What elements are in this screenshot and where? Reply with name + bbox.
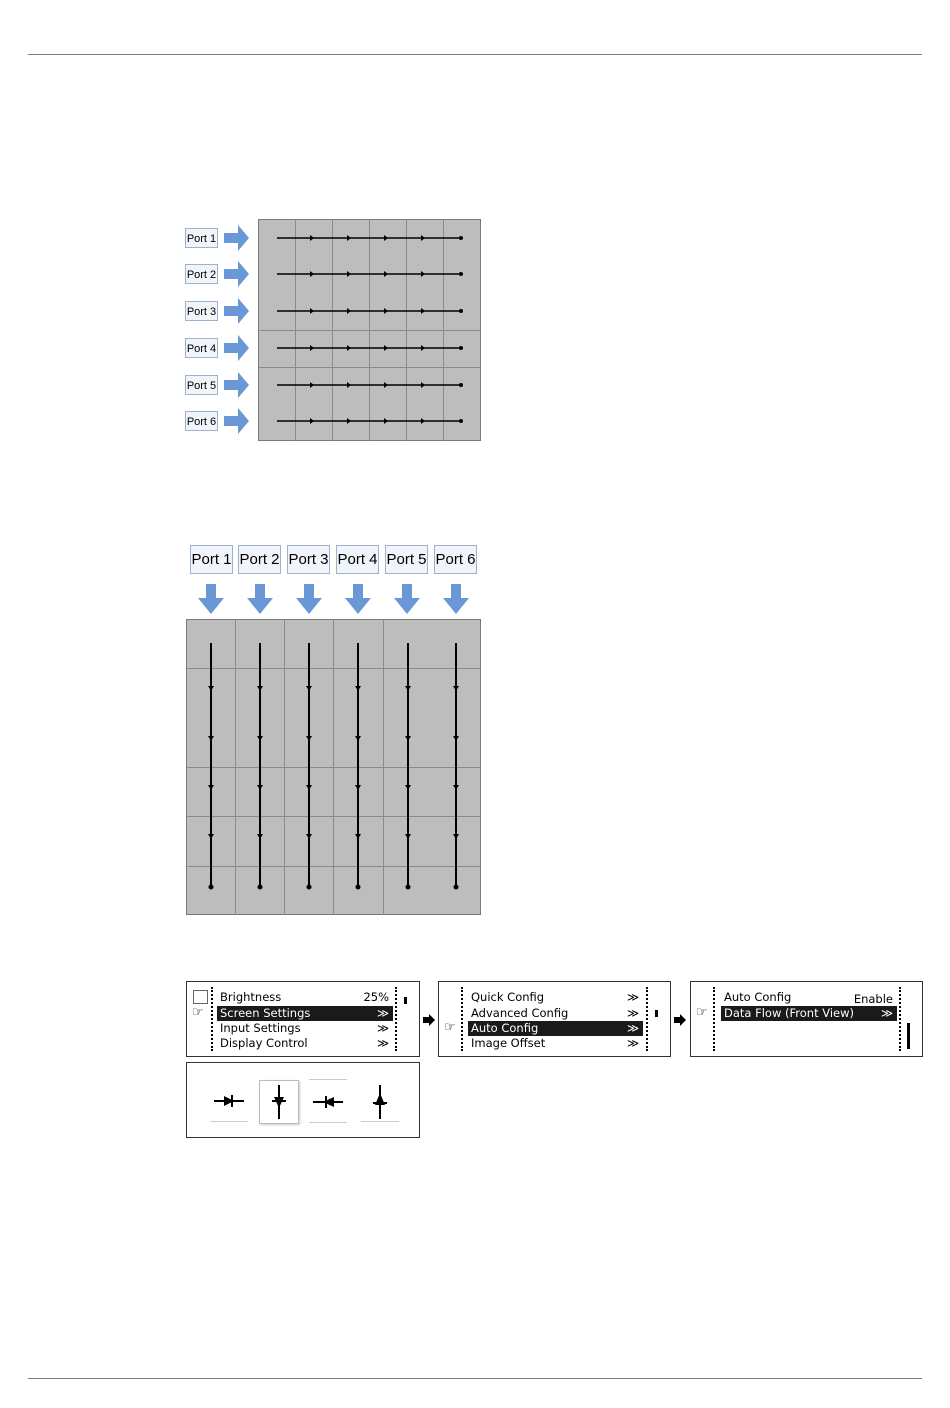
- h-port-label-4: Port 4: [185, 338, 218, 358]
- data-flow-option-up[interactable]: [361, 1079, 399, 1122]
- scrollbar-thumb[interactable]: [907, 1023, 910, 1049]
- footer-rule: [28, 1378, 922, 1379]
- menu-item-label: Data Flow (Front View): [724, 1006, 855, 1020]
- right-arrow-icon: [224, 408, 249, 434]
- pointing-hand-icon: ☞: [444, 1020, 456, 1035]
- v-port-label-5: Port 5: [385, 545, 428, 574]
- menu-item-label: Display Control: [220, 1036, 308, 1050]
- pointing-hand-icon: ☞: [192, 1005, 204, 1020]
- v-port-label-2: Port 2: [238, 545, 281, 574]
- lcd-main-menu: [186, 981, 420, 1057]
- menu-item-quick-config[interactable]: [468, 990, 643, 1005]
- submenu-chevron-icon: ≫: [376, 1036, 389, 1050]
- checkbox-icon: [193, 990, 208, 1004]
- menu-item-auto-config[interactable]: [468, 1021, 643, 1036]
- right-arrow-icon: [224, 298, 249, 324]
- scrollbar-thumb[interactable]: [655, 1010, 658, 1017]
- step-arrow-icon: [422, 1014, 436, 1026]
- data-flow-option-down[interactable]: [259, 1080, 299, 1124]
- menu-item-input-settings[interactable]: [217, 1021, 393, 1036]
- v-cabinet-grid: [186, 619, 482, 916]
- lcd-dotted-border: [713, 987, 715, 1051]
- right-arrow-icon: [210, 1079, 248, 1121]
- h-port-label-3: Port 3: [185, 301, 218, 321]
- menu-item-label: Brightness: [220, 990, 282, 1004]
- submenu-chevron-icon: ≫: [626, 1006, 639, 1020]
- up-arrow-icon: [361, 1079, 399, 1121]
- v-port-label-3: Port 3: [287, 545, 330, 574]
- submenu-chevron-icon: ≫: [626, 990, 639, 1004]
- menu-item-label: Quick Config: [471, 990, 545, 1004]
- data-flow-options-panel: [186, 1062, 420, 1138]
- header-rule: [28, 54, 922, 55]
- v-port-label-4: Port 4: [336, 545, 379, 574]
- v-port-label-1: Port 1: [190, 545, 233, 574]
- down-arrow-icon: [296, 584, 322, 614]
- submenu-chevron-icon: ≫: [880, 1006, 893, 1020]
- submenu-chevron-icon: ≫: [626, 1021, 639, 1035]
- menu-item-label: Auto Config: [724, 990, 792, 1004]
- submenu-chevron-icon: ≫: [376, 1021, 389, 1035]
- data-flow-option-right[interactable]: [210, 1079, 248, 1122]
- menu-item-advanced-config[interactable]: [468, 1006, 643, 1021]
- menu-item-display-control[interactable]: [217, 1036, 393, 1051]
- step-arrow-icon: [673, 1014, 687, 1026]
- left-arrow-icon: [309, 1080, 347, 1122]
- down-arrow-icon: [260, 1081, 298, 1123]
- pointing-hand-icon: ☞: [696, 1005, 708, 1020]
- h-port-label-6: Port 6: [185, 411, 218, 431]
- lcd-dotted-border: [646, 987, 648, 1051]
- down-arrow-icon: [198, 584, 224, 614]
- v-port-label-6: Port 6: [434, 545, 477, 574]
- h-port-label-1: Port 1: [185, 228, 218, 248]
- right-arrow-icon: [224, 261, 249, 287]
- menu-item-label: Auto Config: [471, 1021, 539, 1035]
- menu-item-screen-settings[interactable]: [217, 1006, 393, 1021]
- menu-item-label: Advanced Config: [471, 1006, 569, 1020]
- right-arrow-icon: [224, 335, 249, 361]
- h-port-label-5: Port 5: [185, 375, 218, 395]
- submenu-chevron-icon: ≫: [626, 1036, 639, 1050]
- submenu-chevron-icon: ≫: [376, 1006, 389, 1020]
- h-port-label-2: Port 2: [185, 264, 218, 284]
- menu-item-auto-config-enable[interactable]: [721, 990, 897, 1005]
- h-port-arrows: [222, 220, 252, 440]
- lcd-screen-settings-menu: [438, 981, 671, 1057]
- menu-item-label: Image Offset: [471, 1036, 546, 1050]
- down-arrow-icon: [394, 584, 420, 614]
- lcd-dotted-border: [899, 987, 901, 1051]
- menu-item-label: Screen Settings: [220, 1006, 311, 1020]
- down-arrow-icon: [345, 584, 371, 614]
- lcd-dotted-border: [461, 987, 463, 1051]
- right-arrow-icon: [224, 372, 249, 398]
- menu-item-data-flow-front-view[interactable]: [721, 1006, 897, 1021]
- scrollbar-thumb[interactable]: [404, 997, 407, 1004]
- lcd-dotted-border: [395, 987, 397, 1051]
- lcd-dotted-border: [211, 987, 213, 1051]
- menu-item-value: Enable: [853, 992, 893, 1006]
- menu-item-label: Input Settings: [220, 1021, 301, 1035]
- menu-item-brightness[interactable]: [217, 990, 393, 1005]
- data-flow-option-left[interactable]: [309, 1079, 347, 1123]
- v-port-arrows: [188, 583, 480, 617]
- right-arrow-icon: [224, 225, 249, 251]
- menu-item-value: 25%: [363, 990, 389, 1004]
- menu-item-image-offset[interactable]: [468, 1036, 643, 1051]
- down-arrow-icon: [247, 584, 273, 614]
- lcd-auto-config-menu: [690, 981, 923, 1057]
- h-cabinet-grid: [258, 219, 482, 442]
- down-arrow-icon: [443, 584, 469, 614]
